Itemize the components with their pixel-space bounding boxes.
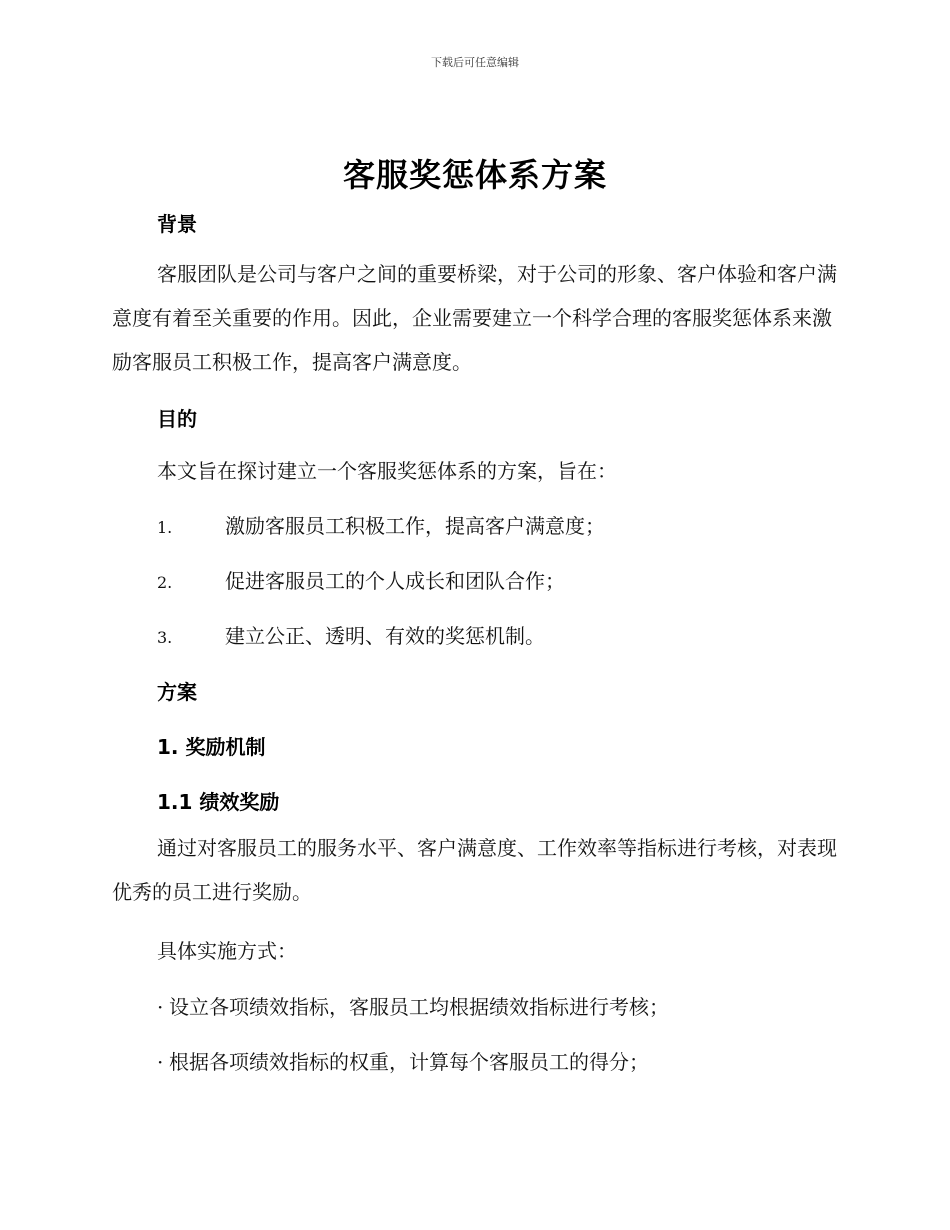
background-paragraph [112, 252, 842, 384]
bullet-text: 根据各项绩效指标的权重，计算每个客服员工的得分； [169, 1050, 649, 1074]
heading-plan: 方案 [157, 680, 197, 704]
purpose-intro: 本文旨在探讨建立一个客服奖惩体系的方案，旨在： [157, 459, 617, 483]
list-item-number: 1. [157, 518, 173, 537]
bullet-item [157, 991, 669, 1020]
list-item-number: 3. [157, 628, 173, 647]
heading-purpose: 目的 [157, 407, 197, 431]
list-item [157, 620, 545, 649]
header-note: 下载后可任意编辑 [431, 56, 519, 69]
list-item-text: 激励客服员工积极工作，提高客户满意度； [225, 514, 605, 538]
list-item [157, 565, 565, 594]
list-item-number: 2. [157, 573, 173, 592]
bullet-text: 设立各项绩效指标，客服员工均根据绩效指标进行考核； [169, 995, 669, 1019]
background-paragraph-text: 客服团队是公司与客户之间的重要桥梁，对于公司的形象、客户体验和客户满意度有着至关重要的作用。因此，企业需要建立一个科学合理的客服奖惩体系来激励客服员工积极工作，提高客户满意度。 [112, 262, 837, 374]
performance-paragraph-text: 通过对客服员工的服务水平、客户满意度、工作效率等指标进行考核，对表现优秀的员工进行奖励。 [112, 836, 837, 904]
list-item-text: 促进客服员工的个人成长和团队合作； [225, 569, 565, 593]
list-item [157, 510, 605, 539]
document-title: 客服奖惩体系方案 [342, 156, 607, 194]
bullet-item [157, 1046, 649, 1075]
method-label: 具体实施方式： [157, 939, 297, 963]
heading-performance-reward: 1.1 绩效奖励 [157, 790, 280, 814]
performance-paragraph [112, 826, 842, 914]
heading-reward-mechanism: 1. 奖励机制 [157, 735, 266, 759]
list-item-text: 建立公正、透明、有效的奖惩机制。 [225, 624, 545, 648]
bullet-dot: · [157, 1050, 164, 1074]
bullet-dot: · [157, 995, 164, 1019]
heading-background: 背景 [157, 212, 197, 236]
